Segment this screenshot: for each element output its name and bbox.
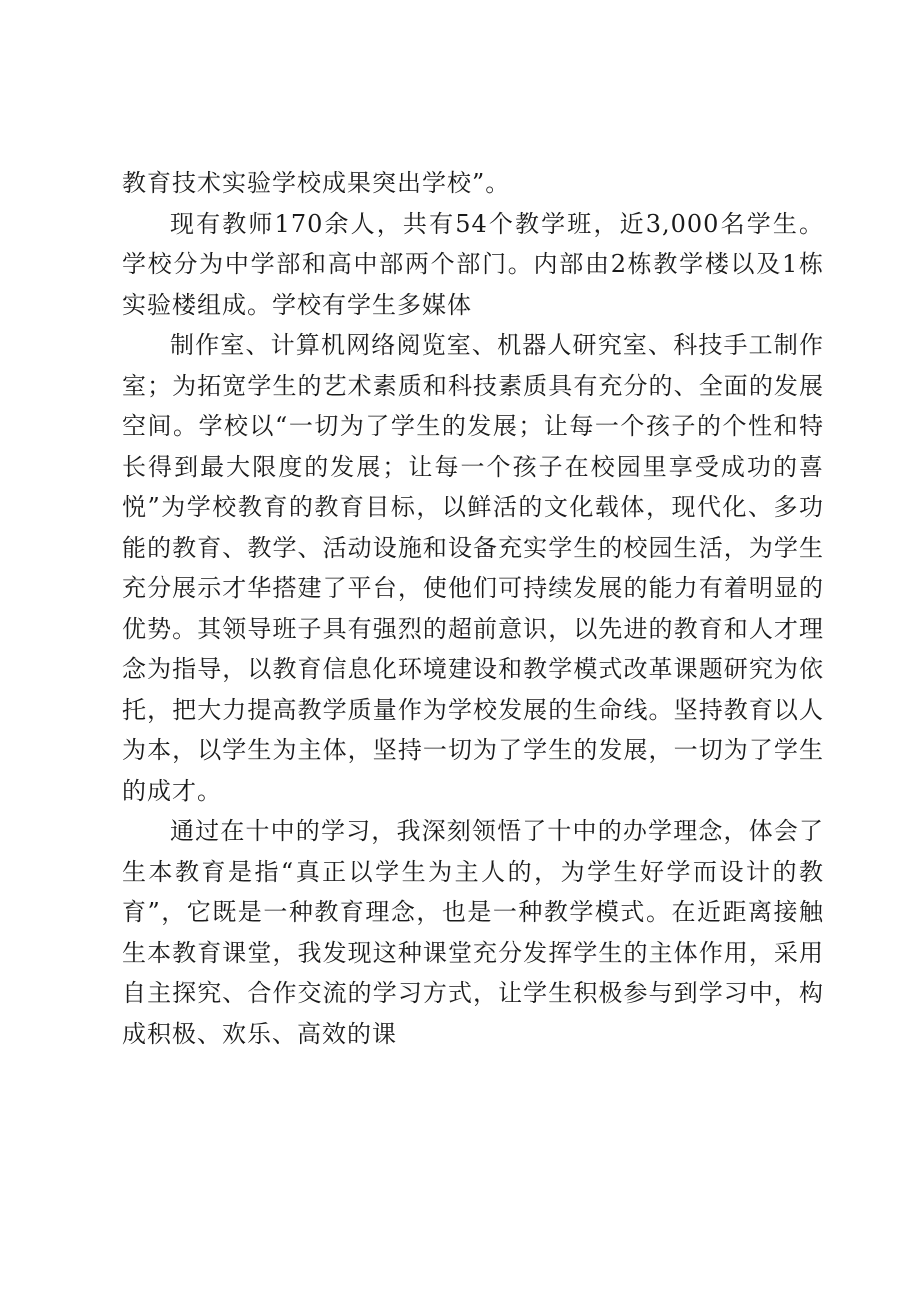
paragraph-4: 通过在十中的学习，我深刻领悟了十中的办学理念，体会了生本教育是指“真正以学生为主人的，为学生好学而设计的教育”，它既是一种教育理念，也是一种教学模式。在近距离接触生本教育课堂，我发现这种课堂充分发挥学生的主体作用，采用自主探究、合作交流的学习方式，让学生积极参与到学习中，构成积极、欢乐、高效的课 [122,817,824,1048]
paragraph-2: 现有教师170余人，共有54个教学班，近3,000名学生。学校分为中学部和高中部两个部门。内部由2栋教学楼以及1栋实验楼组成。学校有学生多媒体 [122,209,824,319]
paragraph-1: 教育技术实验学校成果突出学校”。 [122,169,511,197]
document-body [122,163,824,1054]
paragraph-3: 制作室、计算机网络阅览室、机器人研究室、科技手工制作室；为拓宽学生的艺术素质和科技素质具有充分的、全面的发展空间。学校以“一切为了学生的发展；让每一个孩子的个性和特长得到最大限度的发展；让每一个孩子在校园里享受成功的喜悦”为学校教育的教育目标，以鲜活的文化载体，现代化、多功能的教育、教学、活动设施和设备充实学生的校园生活，为学生充分展示才华搭建了平台，使他们可持续发展的能力有着明显的优势。其领导班子具有强烈的超前意识，以先进的教育和人才理念为指导，以教育信息化环境建设和教学模式改革课题研究为依托，把大力提高教学质量作为学校发展的生命线。坚持教育以人为本，以学生为主体，坚持一切为了学生的发展，一切为了学生的成才。 [122,331,824,805]
